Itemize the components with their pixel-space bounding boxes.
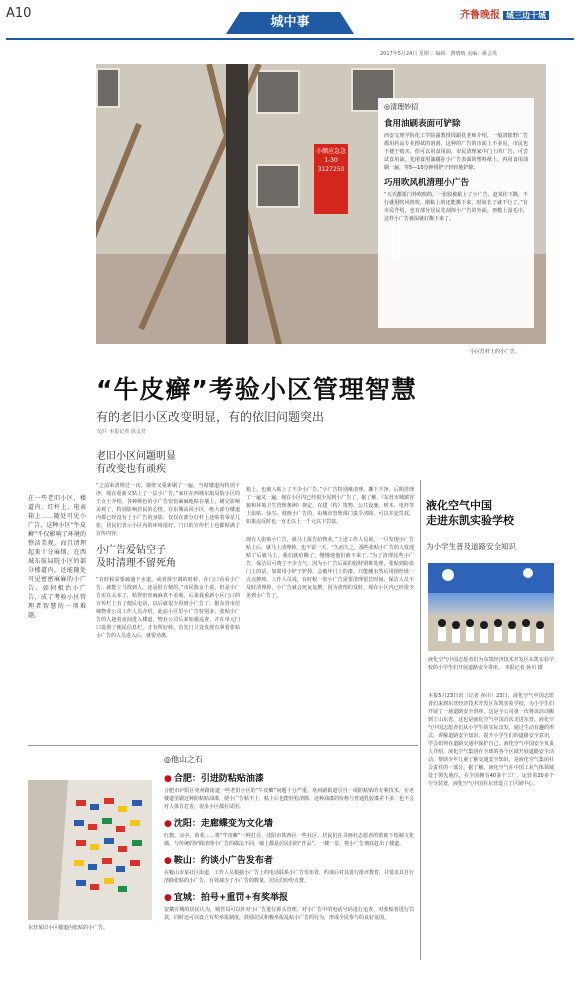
anshan-title: 约谈小广告发布者 bbox=[200, 856, 273, 866]
other-cities-tag: ◎他山之石 bbox=[164, 755, 203, 764]
stairwell-photo-caption: 东营某旧小区楼道内张贴的小广告。 bbox=[28, 925, 109, 931]
byline: 文/片 本报记者 徐文君 bbox=[96, 429, 146, 435]
tips-tag: ◎清理妙招 bbox=[384, 103, 419, 111]
section-heading-2: 小广告爱钻空子 bbox=[96, 545, 166, 556]
other-cities-tag-label: 他山之石 bbox=[170, 755, 203, 764]
tip2-text: “天天都要门外吹吹的，一张胶被粘上了小广告，赵某往下撕，不行就用吹风机吹，刚粘上的还能撕下来，时间长了就不行了。”有市民介绍，也有部分居民先刮掉小广告的外面，再敷上湿毛巾，这样小广告被湿就好撕下来了。 bbox=[384, 192, 528, 222]
subheadline: 有的老旧小区改变明显，有的依旧问题突出 bbox=[96, 410, 325, 424]
event-scene bbox=[428, 563, 554, 651]
headline: “牛皮癣”考验小区管理智慧 bbox=[96, 375, 417, 404]
lead-paragraph: 在一些老旧小区，楼道内、灯杆上、电表箱上……随处可见小广告，这种小区“牛皮癣”不仅影响了环境的整洁美观，而且清理起来十分麻烦。在西城东航局院小区的部分楼道内，还能随处可见密密麻麻的小广告。如何根治小广告，成了考验小区管理者智慧的一项难题。 bbox=[28, 495, 86, 619]
xuancheng-city: 宜城： bbox=[173, 893, 201, 903]
tips-tag-label: 清理妙招 bbox=[390, 103, 419, 111]
other-cities bbox=[164, 754, 414, 927]
section-heading-2b: 及时清理不留死角 bbox=[96, 558, 176, 569]
sidebar-headline bbox=[426, 498, 514, 528]
sidebar-subhead: 为小学生普及道路安全知识 bbox=[426, 542, 516, 551]
newspaper-logo bbox=[460, 6, 549, 21]
col2-text-1: 箱上，也被人贴上了不少小广告。”小广告特别难清理，撕下不净，后期清理了一遍又一遍，现在小区内已经很少见到小广告了。据了解，《东营市城镇容貌和环境卫生管理条例》规定，在建（构）筑物、公共设施、树木、电杆等上张贴、涂写、刻画小广告的，由城市管理部门责令清除，可以并处罚款。如果违反时也一直无以上一千元以下罚款。 bbox=[246, 487, 414, 525]
hefei-city: 合肥： bbox=[173, 774, 201, 784]
section-heading-1a: 老旧小区问题明显 bbox=[96, 451, 176, 462]
issue-date: 2017年5月24日 bbox=[380, 51, 418, 57]
logo-text: 齐鲁晚报 bbox=[460, 10, 500, 21]
logo-badge: 城三边十城 bbox=[503, 11, 549, 20]
sidebar-headline-2: 走进东凯实验学校 bbox=[426, 514, 514, 527]
sidebar-photo-caption: 液化空气中国志愿者们为东凯经济技术开发区东凯实验学校的小学生们开展道路安全讲座。 本报记者 孙川 摄 bbox=[428, 657, 554, 671]
ad-covered-wall bbox=[28, 780, 152, 920]
section-text-1: “之前来清理过一次，墙壁又重新刷了一遍，当时楼道内特别干净，现在重新又贴上了一层小广告。”家住在西城东航局院小区的王女士介绍，各种颜色的小广告密密麻麻地贴在墙上，刷完影响美观了，特别影响居民的心情。在东城高风小区，绝大部分楼道内都已经没有了小广告的身影，仅仅在部分灯杆上还贴着零星几张，居民们表示小区内的环境很好，门口的宣传栏上也都贴满了宣传内容。 bbox=[96, 483, 240, 537]
shenyang-title: 走廊蝶变为文化墙 bbox=[200, 819, 273, 829]
shenyang-text: 红旗、凉亭、荷花……将“牛皮癣”一网打尽，沈阳市铁西区一些社区，居民们在书画社志愿者的帮助下绘制文化墙，与传统的铲除清理小广告的做法不同，墙上都是居民们的“作品”，一楼一景，将小广告彻底赶出了楼道。 bbox=[164, 833, 414, 847]
shenyang-heading: ● 沈阳：走廊蝶变为文化墙 bbox=[164, 819, 273, 829]
section-heading-1b: 有改变也有顽疾 bbox=[96, 464, 166, 475]
utility-pole bbox=[226, 64, 248, 344]
tips-box bbox=[378, 98, 534, 328]
lower-divider bbox=[28, 745, 418, 746]
anshan-city: 鞍山： bbox=[173, 856, 201, 866]
tip2-title: 巧用吹风机清理小广告 bbox=[384, 178, 470, 188]
xuancheng-text: 安徽宣城的居民认为，城管局可以针对小广告进行源头管理，对小广告中的电话号码进行追查，对张贴者进行罚款，同时还可以设立有奖举报制度，鼓励居民积极举报乱贴小广告的行为，形成全民参与的良好氛围。 bbox=[164, 907, 414, 921]
anshan-text: 在鞍山市某社区街道，工作人员根据小广告上的电话联系小广告发布者，约谈后对其进行批评教育，并要求其自行清除张贴的小广告，有效减少了小广告的数量，居民们纷纷点赞。 bbox=[164, 870, 415, 884]
page-number: A10 bbox=[6, 6, 32, 21]
anshan-heading: ● 鞍山：约谈小广告发布者 bbox=[164, 856, 273, 866]
school-event-photo bbox=[428, 563, 554, 651]
xuancheng-heading: ● 宜城：拍号+重罚+有奖举报 bbox=[164, 893, 288, 903]
column-divider bbox=[420, 480, 421, 960]
shenyang-city: 沈阳： bbox=[173, 819, 201, 829]
sidebar-headline-1: 液化空气中国 bbox=[426, 499, 492, 512]
tip1-title: 食用油刷表面可铲除 bbox=[384, 119, 461, 129]
window bbox=[256, 70, 300, 114]
issue-meta bbox=[380, 50, 497, 57]
issue-designer: 美编：姚会英 bbox=[467, 51, 498, 57]
issue-editor: 编辑：曹晴晴 bbox=[435, 51, 466, 57]
main-photo bbox=[96, 64, 546, 344]
hefei-heading: ● 合肥：引进防粘贴油漆 bbox=[164, 774, 264, 784]
window bbox=[96, 68, 120, 108]
section-text-2: “有时候需要疏通下水道，或者拆空调的时候，在门口看看小广告，就能立马找到人，还是很方便的。”市民陈女士说，但是小广告实在太多了，贴得密密麻麻真不美观，后来我重新小区门口的宣传栏上有了便民电话，以后就很少用到小广告了。据东营市居城物业公司工作人员介绍，此前小区里小广告特别多，张贴小广告的人趁着夜间进入楼道，物业公司后来加强巡查，并在单元门口设置了便民信息栏，才有所好转。首先门卫处发现有拿着张贴小广告的人员进入后，就要劝离。 bbox=[96, 577, 240, 639]
ad-sticker: 小额应急急 1-30 3127250 bbox=[314, 144, 348, 214]
main-photo-caption: 小区灯杆上的小广告。 bbox=[470, 349, 521, 355]
section-title: 城中事 bbox=[240, 12, 340, 34]
tip1-text: 西安文理学院化工学院副教授周跟花老师介绍，一般清除野广告都用药品专业擦拭的溶剂，这种的广告的市面上不多见，市民也不便于购买，但可以用食用油，市民清理家中门上的广告，可尝试食用油，先用食用油刷在小广告表面的塑料纸上，再用食用油刷一遍，等5—10分钟用铲子轻轻地铲除。 bbox=[384, 133, 528, 171]
header-rule bbox=[6, 38, 574, 40]
xuancheng-title: 拍号+重罚+有奖举报 bbox=[200, 893, 288, 903]
window bbox=[256, 164, 300, 208]
stairwell-photo bbox=[28, 780, 152, 920]
issue-weekday: 星期三 bbox=[418, 51, 434, 57]
hefei-text: 合肥市庐阳区亳州路街道一些老旧小区的“牛皮癣”问题十分严重，亳州路街道引自一项防粘贴的专利技术，在老楼道里刷这种防粘贴油漆，使小广告粘不上，粘上后也能轻松清除，这种油漆的价格与普通乳胶漆差不多，也不会对人体有危害，很多小区都在试用。 bbox=[164, 788, 415, 810]
col2-text-2: 现有人张贴小广告，就马上报告给物业。”上述工作人员说，一旦发现小广告贴上后，就马上清理掉，也不留一天。“久而久之，那些张贴小广告的人发现贴了后就马上，我们就给撕了，慢慢地他们就不来了。”为了清理这些小广告，保洁员可费了不少力气，因为小广告后面的胶特别难处理，张贴到防盗门上的话，如果用小铲子铲掉，会破坏门上的漆，只能蘸水然后用钢丝球一点点擦掉。工作人员说，有时候一张小广告需要清理很长时间，保洁人员不及时清理掉，小广告就会死灰复燃，因为清理的及时，现在小区内已经很少见到小广告了。 bbox=[246, 537, 414, 599]
hefei-title: 引进防粘贴油漆 bbox=[200, 774, 264, 784]
article-col-1 bbox=[96, 450, 240, 640]
sidebar-text: 本报5月23日讯（记者 孙川）23日，液化空气中国志愿者们来到东营经济技术开发区东凯实验学校，为小学生们开展了一场道路安全讲座，这是全公司第一次将该活动搬到了山东省，这也是液化空气中国首次走进东营。液化空气中国志愿者们从小学生的实际出发，通过生动有趣的形式、讲解道路安全知识，提升小学生们的道路安全意识，学会如何在道路交通中保护自己。液化空气中国安全负责人介绍，液化空气集团在全球的各个区域开展道路安全活动，帮助少年儿童了解交通安全知识，是液化空气集团社会责任的一部分。据了解，液化空气在中国工业气体领域处于领先地位，在全国拥有40多个工厂，运营着20多个空分装置，液化空气中国在东营设立了区域中心。 bbox=[428, 693, 554, 787]
article-col-2 bbox=[246, 486, 414, 600]
